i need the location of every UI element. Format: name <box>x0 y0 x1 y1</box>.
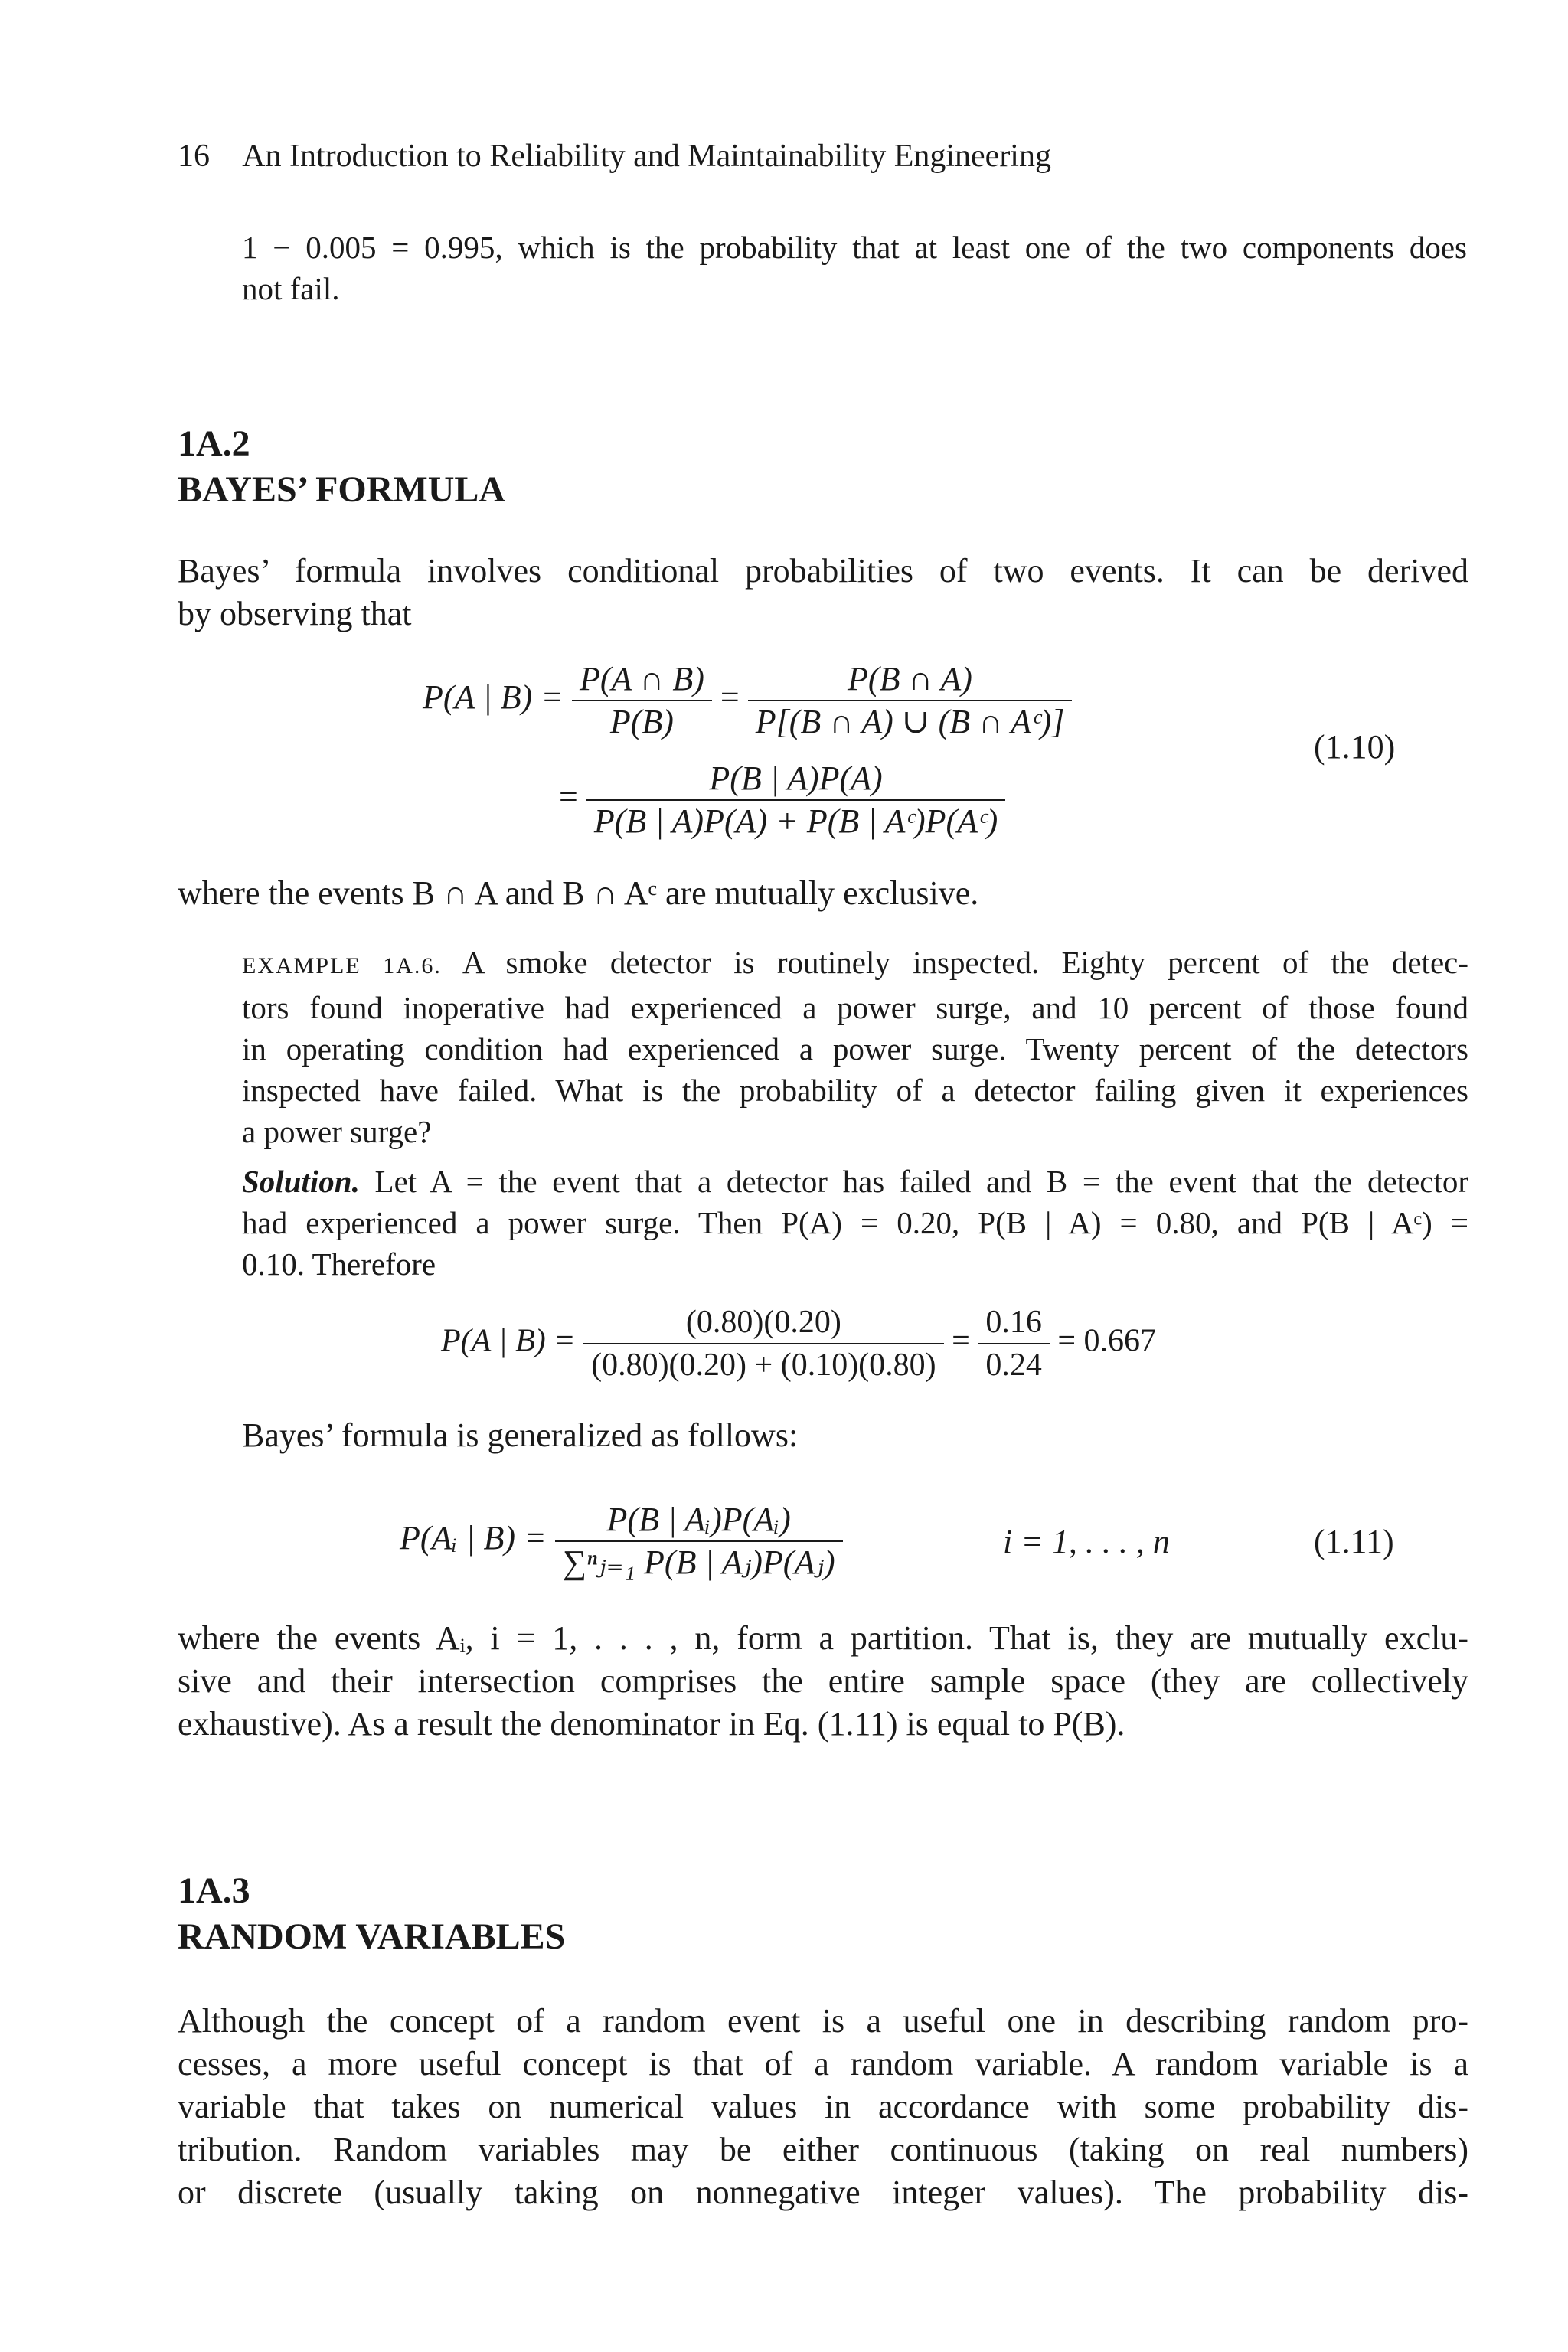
fraction <box>583 1302 944 1386</box>
text-line: where the events B ∩ A and B ∩ Aᶜ are mutually exclusive. <box>178 874 979 912</box>
equation-1-10-row1 <box>423 658 1072 743</box>
section-title: BAYES’ FORMULA <box>178 469 506 510</box>
example-calculation <box>441 1302 1156 1386</box>
fraction <box>555 1499 843 1583</box>
equation-number-1-10: (1.10) <box>1314 728 1396 766</box>
eq-sign: = <box>559 778 578 816</box>
text-line: Solution. Let A = the event that a detector has failed and B = the event that the detector <box>242 1164 1469 1199</box>
text-line: in operating condition had experienced a power surge. Twenty percent of the detectors <box>242 1031 1468 1067</box>
text-line: variable that takes on numerical values in accordance with some probability dis- <box>178 2088 1468 2125</box>
denominator: (0.80)(0.20) + (0.10)(0.80) <box>583 1343 944 1386</box>
running-head <box>178 138 1051 175</box>
eq-lhs: P(Aᵢ | B) = <box>400 1519 547 1557</box>
text-line: had experienced a power surge. Then P(A) = 0.20, P(B | A) = 0.80, and P(B | Aᶜ) = <box>242 1205 1468 1240</box>
denominator: 0.24 <box>978 1343 1050 1386</box>
numerator: P(B | A)P(A) <box>709 760 883 797</box>
text-line: inspected have failed. What is the probability of a detector failing given it experiences <box>242 1073 1468 1108</box>
bayes-intro-paragraph <box>178 550 1468 635</box>
text-line: sive and their intersection comprises the entire sample space (they are collectively <box>178 1662 1468 1700</box>
generalized-text <box>242 1415 798 1456</box>
after-equation-text <box>178 873 1468 914</box>
denominator: P[(B ∩ A) ∪ (B ∩ Aᶜ)] <box>748 700 1073 743</box>
book-title: An Introduction to Reliability and Maintainability Engineering <box>242 139 1051 174</box>
equation-1-10-row2 <box>559 758 1005 842</box>
text-line: 1 − 0.005 = 0.995, which is the probability that at least one of the two components does <box>242 230 1467 265</box>
denominator: P(B) <box>572 700 712 743</box>
numerator: P(A ∩ B) <box>579 660 704 697</box>
result: = 0.667 <box>1057 1323 1157 1359</box>
text-line: tribution. Random variables may be either continuous (taking on real numbers) <box>178 2131 1468 2168</box>
text-line: exhaustive). As a result the denominator in Eq. (1.11) is equal to P(B). <box>178 1705 1125 1743</box>
section-heading-1a2 <box>178 421 505 513</box>
numerator: 0.16 <box>985 1305 1042 1340</box>
fraction <box>572 658 712 743</box>
eq-lhs: P(A | B) = <box>441 1323 576 1359</box>
solution <box>242 1161 1468 1285</box>
section-number: 1A.2 <box>178 423 250 464</box>
eq-sign: = <box>720 678 740 717</box>
section-heading-1a3 <box>178 1868 565 1960</box>
text-line: not fail. <box>242 271 340 306</box>
text-line: Bayes’ formula is generalized as follows: <box>242 1416 799 1454</box>
text-line: a power surge? <box>242 1114 432 1149</box>
text-line: cesses, a more useful concept is that of a random variable. A random variable is a <box>178 2045 1468 2082</box>
numerator: (0.80)(0.20) <box>685 1305 841 1340</box>
fraction <box>978 1302 1050 1386</box>
random-variables-paragraph <box>178 2000 1468 2214</box>
denominator: P(B | A)P(A) + P(B | Aᶜ)P(Aᶜ) <box>586 799 1005 842</box>
index-range: i = 1, . . . , n <box>1003 1523 1170 1560</box>
fraction <box>586 758 1005 842</box>
equation-1-11 <box>400 1499 843 1583</box>
fraction <box>748 658 1073 743</box>
numerator: P(B ∩ A) <box>848 660 972 697</box>
carryover-paragraph <box>242 227 1467 309</box>
partition-paragraph <box>178 1617 1468 1746</box>
eq-lhs: P(A | B) = <box>423 678 564 717</box>
solution-label: Solution. <box>242 1164 360 1199</box>
text-line: where the events Aᵢ, i = 1, . . . , n, form a partition. That is, they are mutually exclu- <box>178 1619 1468 1657</box>
equation-number-1-11: (1.11) <box>1314 1523 1394 1560</box>
denominator: ∑ⁿⱼ₌₁ P(B | Aⱼ)P(Aⱼ) <box>555 1540 843 1583</box>
text-line: 0.10. Therefore <box>242 1246 436 1282</box>
example-label: EXAMPLE 1A.6. <box>242 953 442 978</box>
page-number: 16 <box>178 139 210 174</box>
example-1a6 <box>242 942 1468 1152</box>
eq-sign: = <box>952 1323 970 1359</box>
text-line: or discrete (usually taking on nonnegative integer values). The probability dis- <box>178 2174 1468 2211</box>
text-line: Although the concept of a random event is a useful one in describing random pro- <box>178 2002 1468 2040</box>
text-line: Bayes’ formula involves conditional probabilities of two events. It can be derived <box>178 552 1468 590</box>
section-number: 1A.3 <box>178 1870 250 1911</box>
text-line: by observing that <box>178 595 412 632</box>
section-title: RANDOM VARIABLES <box>178 1916 566 1957</box>
numerator: P(B | Aᵢ)P(Aᵢ) <box>606 1501 791 1538</box>
text-line: EXAMPLE 1A.6. A smoke detector is routinely inspected. Eighty percent of the detec- <box>242 945 1468 980</box>
text-line: tors found inoperative had experienced a power surge, and 10 percent of those found <box>242 990 1468 1025</box>
